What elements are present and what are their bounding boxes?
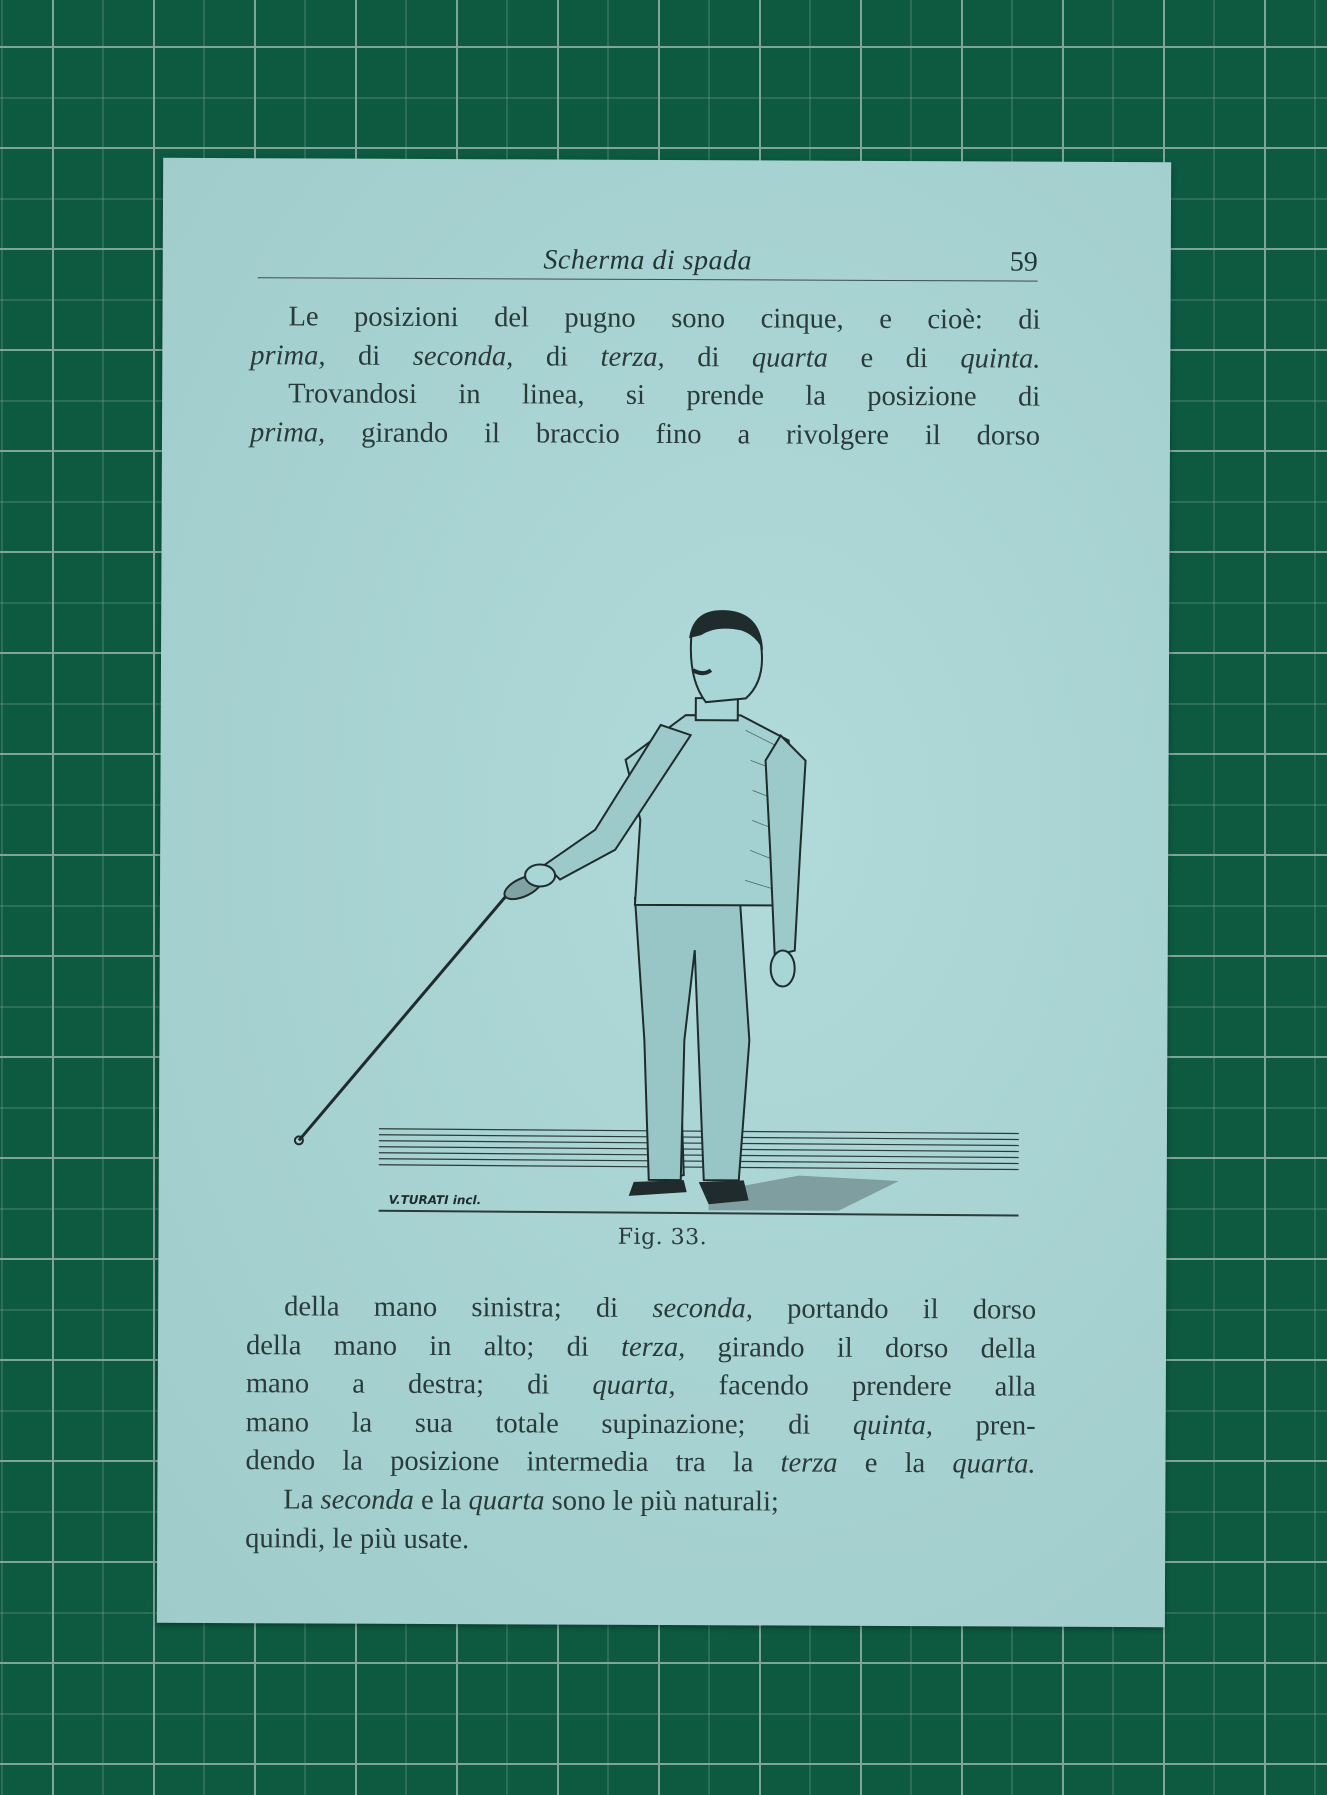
text-run: e la (413, 1484, 469, 1517)
fencer-shoes (629, 1180, 749, 1205)
running-title: Scherma di spada (543, 244, 753, 277)
text-run: portando il dorso (752, 1293, 1037, 1326)
text-run: e di (827, 342, 961, 374)
paragraph-prima (250, 375, 1040, 455)
text-run: facendo prendere alla (675, 1370, 1036, 1403)
italic-term: seconda (320, 1484, 414, 1516)
text-line (250, 375, 1040, 417)
text-run: mano la sua totale supinazione; di (245, 1406, 853, 1441)
text-run: La (283, 1484, 321, 1516)
text-run: sono le più naturali; (544, 1485, 779, 1518)
text-run: dendo la posizione intermedia tra la (245, 1445, 781, 1479)
italic-term: terza, (621, 1331, 686, 1363)
paragraph-conclusion (245, 1481, 1035, 1561)
italic-term: quarta. (952, 1448, 1036, 1480)
engraver-signature: V.TURATI incl. (388, 1192, 482, 1208)
text-line (245, 1481, 1035, 1523)
text-run: e la (837, 1447, 953, 1480)
text-run: di (513, 340, 601, 373)
text-run: di (325, 340, 413, 372)
text-line (245, 1442, 1035, 1484)
figure-caption: Fig. 33. (617, 1224, 708, 1251)
text-line (246, 1327, 1036, 1369)
italic-term: quinta. (960, 342, 1041, 375)
italic-term: quarta (468, 1485, 545, 1517)
fencer-left-hand (771, 950, 795, 986)
italic-term: prima, (249, 416, 326, 449)
running-header (258, 243, 1038, 281)
page-number: 59 (1009, 246, 1038, 278)
italic-term: seconda, (412, 340, 514, 372)
fencer-sword-hand (525, 864, 555, 886)
fencer-engraving (239, 518, 1022, 1221)
italic-term: prima, (250, 339, 326, 372)
text-run: pren- (932, 1409, 1036, 1442)
text-run: girando il dorso della (685, 1331, 1037, 1365)
book-page (157, 158, 1171, 1627)
text-line (246, 1404, 1036, 1446)
fencer-trousers (634, 898, 750, 1180)
text-line (250, 414, 1040, 456)
text-run: di (664, 341, 753, 373)
fencer-left-arm (765, 735, 806, 955)
fencer-head (689, 610, 763, 702)
text-run: della mano sinistra; di (284, 1291, 653, 1324)
paragraph-positions (250, 298, 1040, 378)
fencer-illustration (239, 518, 1022, 1221)
epee-sword (295, 870, 545, 1146)
text-run: mano a destra; di (245, 1368, 593, 1401)
text-line (246, 1288, 1036, 1330)
italic-term: quarta (751, 341, 829, 374)
text-line (250, 337, 1040, 379)
text-run: della mano in alto; di (245, 1329, 622, 1363)
text-line (245, 1520, 1035, 1562)
italic-term: terza, (600, 341, 665, 373)
text-line (250, 298, 1040, 340)
italic-term: quarta, (592, 1369, 676, 1402)
paragraph-hand-positions (245, 1288, 1036, 1484)
text-run: quindi, le più usate. (245, 1522, 470, 1555)
italic-term: terza (780, 1447, 838, 1479)
italic-term: quinta, (852, 1409, 933, 1441)
text-run: Trovandosi in linea, si prende la posizione di (288, 378, 1041, 413)
text-run: Le posizioni del pugno sono cinque, e cioè: di (288, 301, 1041, 336)
italic-term: seconda, (652, 1292, 753, 1325)
text-run: girando il braccio fino a rivolgere il dorso (325, 417, 1041, 452)
text-line (246, 1365, 1036, 1407)
